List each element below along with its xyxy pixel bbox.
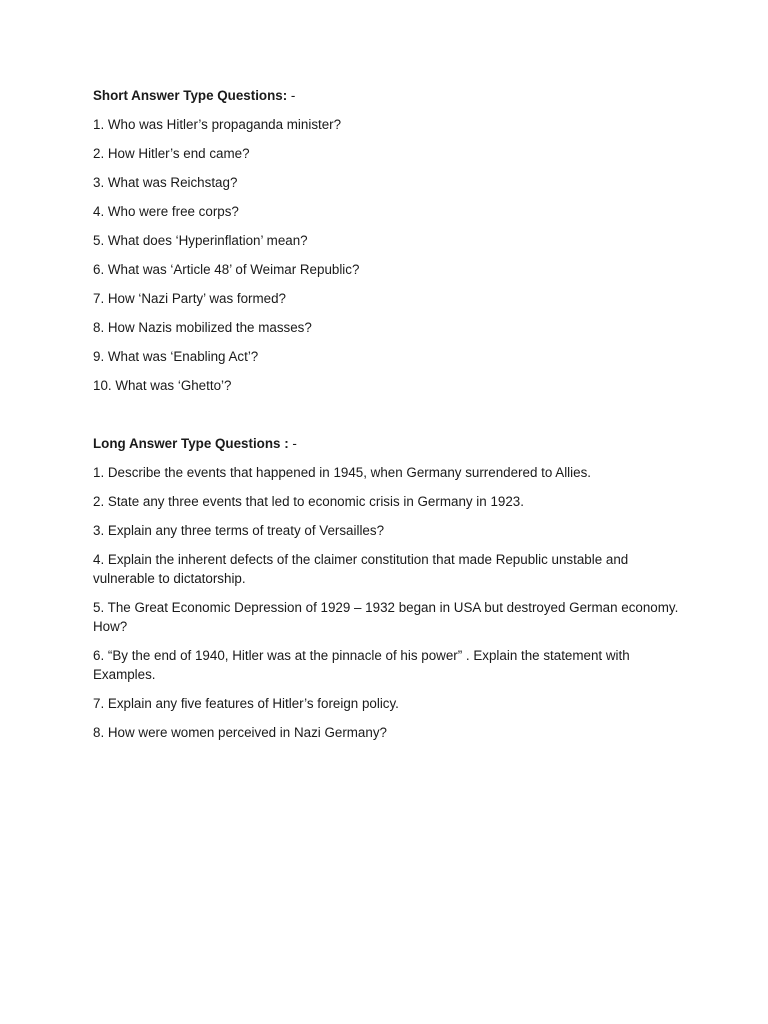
long-question-1: 1. Describe the events that happened in 1945, when Germany surrendered to Allies. [93,465,591,480]
short-answer-heading-text: Short Answer Type Questions: [93,88,288,103]
short-question-6: 6. What was ‘Article 48’ of Weimar Republic? [93,262,360,277]
short-question-8: 8. How Nazis mobilized the masses? [93,320,312,335]
short-answer-heading [93,86,693,105]
long-answer-heading-suffix: - [288,436,297,451]
long-question-2: 2. State any three events that led to economic crisis in Germany in 1923. [93,494,524,509]
long-question-4: 4. Explain the inherent defects of the claimer constitution that made Republic unstable and vulnerable to dictatorship. [93,552,629,586]
long-question-8: 8. How were women perceived in Nazi Germany? [93,725,387,740]
short-question-4: 4. Who were free corps? [93,204,239,219]
short-question-5: 5. What does ‘Hyperinflation’ mean? [93,233,308,248]
long-answer-question-list [93,463,693,742]
long-question-7: 7. Explain any five features of Hitler’s foreign policy. [93,696,399,711]
short-answer-heading-suffix: - [287,88,296,103]
short-question-9: 9. What was ‘Enabling Act’? [93,349,259,364]
long-question-5: 5. The Great Economic Depression of 1929 – 1932 began in USA but destroyed German economy. How? [93,600,679,634]
long-question-3: 3. Explain any three terms of treaty of Versailles? [93,523,385,538]
short-question-10: 10. What was ‘Ghetto’? [93,378,232,393]
short-question-2: 2. How Hitler’s end came? [93,146,250,161]
long-answer-heading [93,434,693,453]
long-question-6: 6. “By the end of 1940, Hitler was at the pinnacle of his power” . Explain the statement with Examples. [93,648,630,682]
document-content [93,86,693,752]
short-question-1: 1. Who was Hitler’s propaganda minister? [93,117,342,132]
short-answer-question-list [93,115,693,395]
short-question-3: 3. What was Reichstag? [93,175,238,190]
long-answer-heading-text: Long Answer Type Questions : [93,436,289,451]
section-spacer [93,405,693,434]
short-question-7: 7. How ‘Nazi Party’ was formed? [93,291,286,306]
